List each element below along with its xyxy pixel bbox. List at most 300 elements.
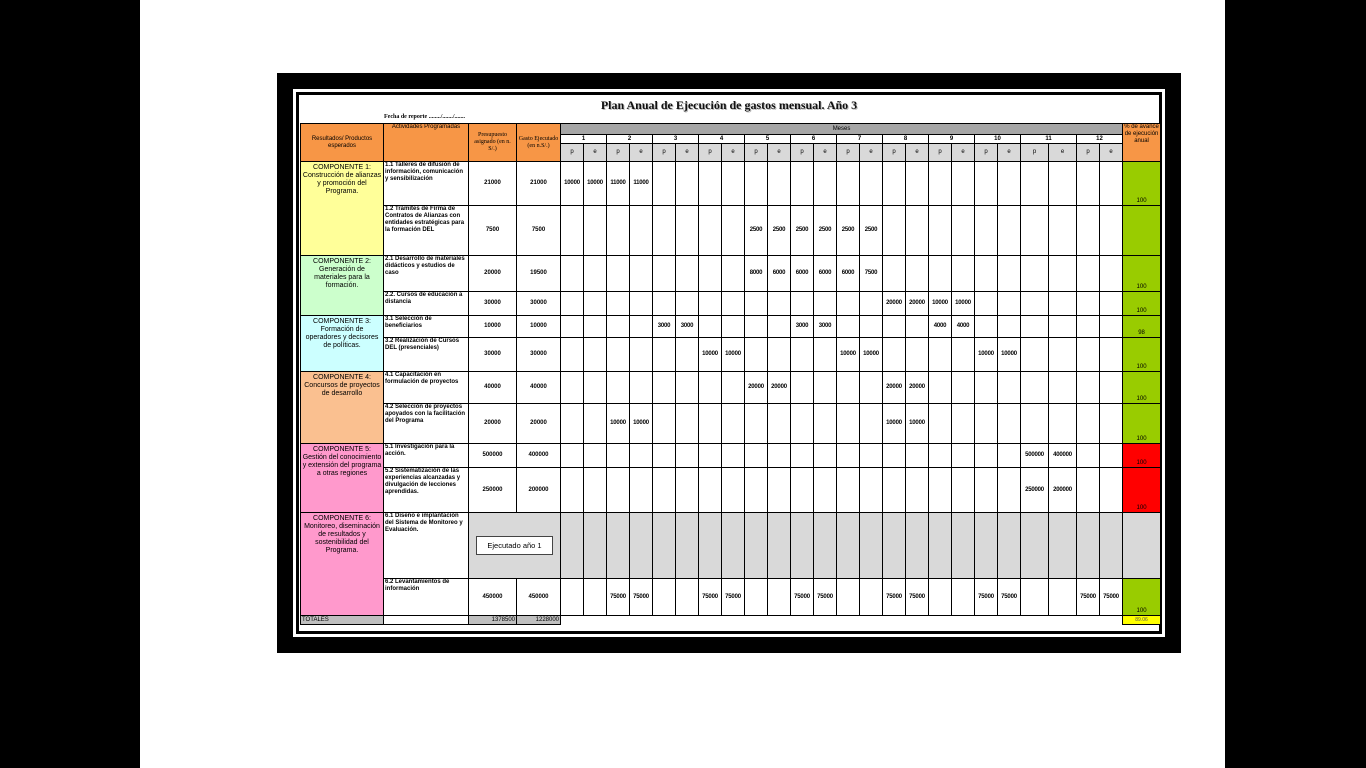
month-value xyxy=(768,444,791,468)
month-cell xyxy=(722,513,745,579)
month-value xyxy=(676,444,699,468)
budget-cell: 40000 xyxy=(469,372,517,404)
progress-cell: 100 xyxy=(1123,404,1161,444)
month-value xyxy=(1021,579,1049,616)
spent-cell: 400000 xyxy=(517,444,561,468)
month-value xyxy=(607,316,630,338)
month-value xyxy=(584,206,607,256)
progress-cell: 100 xyxy=(1123,292,1161,316)
spent-cell: 19500 xyxy=(517,256,561,292)
budget-cell: 10000 xyxy=(469,316,517,338)
month-value xyxy=(1077,468,1100,513)
table-row xyxy=(301,513,1161,579)
month-value xyxy=(837,162,860,206)
month-value xyxy=(584,444,607,468)
activity-label: 4.1 Capacitación en formulación de proyectos xyxy=(384,372,469,404)
table-row xyxy=(301,404,1161,444)
month-value: 200000 xyxy=(1049,468,1077,513)
month-value xyxy=(998,444,1021,468)
month-value xyxy=(745,162,768,206)
month-value: 10000 xyxy=(883,404,906,444)
month-value xyxy=(699,162,722,206)
month-value xyxy=(975,292,998,316)
budget-cell: 30000 xyxy=(469,292,517,316)
table-row xyxy=(301,162,1161,206)
month-value: 10000 xyxy=(929,292,952,316)
month-cell xyxy=(630,513,653,579)
budget-cell: 30000 xyxy=(469,338,517,372)
month-value xyxy=(998,206,1021,256)
month-cell xyxy=(653,513,676,579)
month-cell xyxy=(699,513,722,579)
month-value xyxy=(653,444,676,468)
month-value xyxy=(929,404,952,444)
month-value: 3000 xyxy=(653,316,676,338)
header-avance: % de avance de ejecución anual xyxy=(1123,124,1161,162)
month-value: 75000 xyxy=(883,579,906,616)
month-value xyxy=(699,292,722,316)
month-value: 10000 xyxy=(607,404,630,444)
budget-table xyxy=(300,123,1161,625)
month-value: 10000 xyxy=(699,338,722,372)
spent-cell: 7500 xyxy=(517,206,561,256)
month-value xyxy=(860,292,883,316)
month-value: 20000 xyxy=(768,372,791,404)
month-value xyxy=(975,444,998,468)
month-value xyxy=(1100,256,1123,292)
month-value xyxy=(1100,372,1123,404)
month-value: 10000 xyxy=(630,404,653,444)
month-value xyxy=(975,372,998,404)
month-value xyxy=(791,404,814,444)
month-value: 500000 xyxy=(1021,444,1049,468)
month-value xyxy=(561,579,584,616)
month-value: 10000 xyxy=(837,338,860,372)
month-value xyxy=(975,404,998,444)
month-value xyxy=(998,162,1021,206)
month-value: 10000 xyxy=(722,338,745,372)
sub-header-e: e xyxy=(630,144,653,162)
month-value xyxy=(1049,162,1077,206)
month-value: 10000 xyxy=(906,404,929,444)
executed-year-1-label: Ejecutado año 1 xyxy=(476,536,552,555)
progress-cell: 100 xyxy=(1123,444,1161,468)
month-header: 2 xyxy=(607,135,653,144)
month-value xyxy=(653,468,676,513)
activity-label: 4.2 Selección de proyectos apoyados con la facilitación del Programa xyxy=(384,404,469,444)
month-value xyxy=(906,316,929,338)
month-value xyxy=(1077,292,1100,316)
month-value xyxy=(975,256,998,292)
month-value xyxy=(814,162,837,206)
month-value xyxy=(561,316,584,338)
month-value xyxy=(1021,206,1049,256)
progress-cell: 100 xyxy=(1123,468,1161,513)
table-row xyxy=(301,444,1161,468)
month-value xyxy=(1049,579,1077,616)
month-header: 3 xyxy=(653,135,699,144)
month-value xyxy=(1100,292,1123,316)
month-value: 7500 xyxy=(860,256,883,292)
month-value xyxy=(906,444,929,468)
month-header: 12 xyxy=(1077,135,1123,144)
month-value: 75000 xyxy=(722,579,745,616)
month-value xyxy=(699,404,722,444)
month-value xyxy=(1049,316,1077,338)
progress-cell: 100 xyxy=(1123,338,1161,372)
month-value: 10000 xyxy=(975,338,998,372)
month-value: 3000 xyxy=(814,316,837,338)
month-cell xyxy=(883,513,906,579)
spent-cell: 450000 xyxy=(517,579,561,616)
month-cell xyxy=(860,513,883,579)
totals-pct: 89.06 xyxy=(1123,616,1161,625)
month-value xyxy=(1077,316,1100,338)
month-value xyxy=(860,404,883,444)
progress-cell: 100 xyxy=(1123,579,1161,616)
month-value: 8000 xyxy=(745,256,768,292)
month-value xyxy=(722,206,745,256)
month-value: 10000 xyxy=(998,338,1021,372)
sub-header-p: p xyxy=(883,144,906,162)
progress-cell xyxy=(1123,206,1161,256)
month-value xyxy=(676,468,699,513)
month-value xyxy=(561,292,584,316)
month-value xyxy=(814,468,837,513)
month-value xyxy=(906,256,929,292)
month-value xyxy=(1100,404,1123,444)
month-value xyxy=(998,468,1021,513)
month-value xyxy=(630,206,653,256)
month-value xyxy=(722,404,745,444)
month-value xyxy=(952,206,975,256)
month-value xyxy=(906,162,929,206)
month-value xyxy=(791,372,814,404)
month-value xyxy=(883,256,906,292)
month-value: 4000 xyxy=(952,316,975,338)
month-value xyxy=(653,404,676,444)
month-value xyxy=(791,338,814,372)
totals-months-blank xyxy=(561,616,1123,625)
executed-cell xyxy=(469,513,561,579)
month-value xyxy=(883,468,906,513)
activity-label: 1.2 Trámites de Firma de Contratos de Alianzas con entidades estratégicas para la formación DEL xyxy=(384,206,469,256)
totals-budget: 1378500 xyxy=(469,616,517,625)
component-label: COMPONENTE 6: Monitoreo, diseminación de resultados y sostenibilidad del Programa. xyxy=(301,513,384,616)
month-value xyxy=(561,206,584,256)
month-value xyxy=(1021,162,1049,206)
month-value xyxy=(791,468,814,513)
month-value xyxy=(676,162,699,206)
sub-header-p: p xyxy=(837,144,860,162)
activity-label: 2.2. Cursos de educación a distancia xyxy=(384,292,469,316)
month-value xyxy=(699,444,722,468)
progress-cell: 100 xyxy=(1123,256,1161,292)
month-value xyxy=(998,256,1021,292)
activity-label: 5.2 Sistematización de las experiencias alcanzadas y divulgación de lecciones aprendidas. xyxy=(384,468,469,513)
budget-cell: 450000 xyxy=(469,579,517,616)
month-value xyxy=(1100,206,1123,256)
month-value xyxy=(722,162,745,206)
month-value: 20000 xyxy=(745,372,768,404)
month-value xyxy=(1021,338,1049,372)
month-value xyxy=(561,256,584,292)
month-value: 250000 xyxy=(1021,468,1049,513)
totals-spent: 1228000 xyxy=(517,616,561,625)
month-value xyxy=(630,292,653,316)
month-value xyxy=(630,468,653,513)
month-value xyxy=(561,372,584,404)
report-date-label: Fecha de reporte ......../......./....... xyxy=(384,114,466,120)
month-header: 4 xyxy=(699,135,745,144)
month-value xyxy=(1021,404,1049,444)
month-value xyxy=(929,162,952,206)
month-value xyxy=(952,372,975,404)
sub-header-p: p xyxy=(607,144,630,162)
month-cell xyxy=(676,513,699,579)
month-value xyxy=(768,162,791,206)
month-value xyxy=(699,316,722,338)
budget-cell: 250000 xyxy=(469,468,517,513)
month-value: 11000 xyxy=(607,162,630,206)
month-value xyxy=(745,316,768,338)
month-value xyxy=(607,338,630,372)
month-value xyxy=(1049,292,1077,316)
month-value xyxy=(584,316,607,338)
month-value xyxy=(952,256,975,292)
month-value xyxy=(561,338,584,372)
month-value xyxy=(745,338,768,372)
month-value xyxy=(630,256,653,292)
month-header: 10 xyxy=(975,135,1021,144)
month-value: 75000 xyxy=(699,579,722,616)
month-value xyxy=(653,292,676,316)
table-row xyxy=(301,338,1161,372)
activity-label: 5.1 Investigación para la acción. xyxy=(384,444,469,468)
activity-label: 3.2 Realización de Cursos DEL (presenciales) xyxy=(384,338,469,372)
month-header: 9 xyxy=(929,135,975,144)
month-value xyxy=(1077,162,1100,206)
month-value xyxy=(584,292,607,316)
month-value xyxy=(837,316,860,338)
month-value xyxy=(768,338,791,372)
month-cell xyxy=(584,513,607,579)
month-value xyxy=(883,316,906,338)
month-value xyxy=(630,338,653,372)
month-value xyxy=(837,292,860,316)
month-value: 75000 xyxy=(1077,579,1100,616)
month-value xyxy=(653,256,676,292)
month-value xyxy=(1077,404,1100,444)
month-value xyxy=(561,444,584,468)
month-value: 10000 xyxy=(860,338,883,372)
month-value xyxy=(584,256,607,292)
sub-header-e: e xyxy=(906,144,929,162)
month-value xyxy=(1100,444,1123,468)
month-value xyxy=(883,162,906,206)
month-value: 2500 xyxy=(745,206,768,256)
progress-cell: 100 xyxy=(1123,162,1161,206)
month-value: 6000 xyxy=(768,256,791,292)
month-value: 6000 xyxy=(837,256,860,292)
month-value xyxy=(929,579,952,616)
month-value xyxy=(1077,206,1100,256)
month-value xyxy=(607,468,630,513)
month-value xyxy=(998,404,1021,444)
month-header: 8 xyxy=(883,135,929,144)
month-value xyxy=(768,404,791,444)
month-value xyxy=(814,292,837,316)
month-cell xyxy=(814,513,837,579)
month-value xyxy=(906,206,929,256)
month-value xyxy=(906,338,929,372)
month-value xyxy=(745,292,768,316)
month-value xyxy=(768,292,791,316)
totals-blank xyxy=(384,616,469,625)
sub-header-p: p xyxy=(929,144,952,162)
month-value xyxy=(860,316,883,338)
sub-header-e: e xyxy=(768,144,791,162)
month-value xyxy=(630,316,653,338)
month-value xyxy=(676,579,699,616)
month-cell xyxy=(768,513,791,579)
budget-cell: 20000 xyxy=(469,404,517,444)
month-value xyxy=(607,444,630,468)
month-value: 75000 xyxy=(998,579,1021,616)
month-value xyxy=(883,444,906,468)
month-cell xyxy=(929,513,952,579)
sub-header-p: p xyxy=(1021,144,1049,162)
sub-header-p: p xyxy=(745,144,768,162)
component-label: COMPONENTE 1: Construcción de alianzas y promoción del Programa. xyxy=(301,162,384,256)
month-value xyxy=(814,338,837,372)
month-value xyxy=(952,338,975,372)
budget-cell: 20000 xyxy=(469,256,517,292)
sub-header-e: e xyxy=(722,144,745,162)
month-value xyxy=(676,372,699,404)
month-value xyxy=(561,468,584,513)
month-cell xyxy=(607,513,630,579)
month-value xyxy=(676,404,699,444)
month-value xyxy=(584,338,607,372)
month-value xyxy=(860,579,883,616)
month-header: 7 xyxy=(837,135,883,144)
sub-header-e: e xyxy=(584,144,607,162)
sub-header-e: e xyxy=(860,144,883,162)
month-value: 2500 xyxy=(768,206,791,256)
month-value xyxy=(607,292,630,316)
month-value: 20000 xyxy=(906,292,929,316)
sub-header-e: e xyxy=(998,144,1021,162)
month-value: 3000 xyxy=(676,316,699,338)
month-value xyxy=(883,338,906,372)
month-cell xyxy=(561,513,584,579)
header-actividades: Actividades Programadas xyxy=(384,124,469,162)
month-value: 75000 xyxy=(630,579,653,616)
month-header: 1 xyxy=(561,135,607,144)
month-value xyxy=(676,256,699,292)
month-cell xyxy=(975,513,998,579)
month-value xyxy=(837,468,860,513)
month-value: 20000 xyxy=(883,372,906,404)
month-value xyxy=(998,316,1021,338)
month-value xyxy=(653,372,676,404)
month-value xyxy=(745,404,768,444)
month-value xyxy=(653,206,676,256)
month-value: 6000 xyxy=(791,256,814,292)
month-value xyxy=(699,256,722,292)
sub-header-e: e xyxy=(676,144,699,162)
month-value xyxy=(1100,468,1123,513)
month-value xyxy=(768,316,791,338)
month-value: 3000 xyxy=(791,316,814,338)
month-value xyxy=(952,404,975,444)
header-presupuesto: Presupuesto asignado (en n. S/.) xyxy=(469,124,517,162)
month-value xyxy=(1049,404,1077,444)
month-value xyxy=(998,372,1021,404)
month-value xyxy=(1077,444,1100,468)
month-value xyxy=(929,372,952,404)
month-value xyxy=(1021,372,1049,404)
month-value xyxy=(814,404,837,444)
month-header: 5 xyxy=(745,135,791,144)
month-value: 75000 xyxy=(906,579,929,616)
budget-cell: 21000 xyxy=(469,162,517,206)
sub-header-e: e xyxy=(952,144,975,162)
header-gasto: Gasto Ejecutado (en n.S/.) xyxy=(517,124,561,162)
month-value xyxy=(975,206,998,256)
month-value xyxy=(722,256,745,292)
month-cell xyxy=(745,513,768,579)
month-value xyxy=(584,372,607,404)
month-value xyxy=(998,292,1021,316)
totals-label: TOTALES xyxy=(301,616,384,625)
sub-header-p: p xyxy=(699,144,722,162)
component-label: COMPONENTE 3: Formación de operadores y decisores de políticas. xyxy=(301,316,384,372)
spent-cell: 30000 xyxy=(517,292,561,316)
month-cell xyxy=(837,513,860,579)
month-value xyxy=(952,468,975,513)
month-value xyxy=(607,372,630,404)
activity-label: 3.1 Selección de beneficiarios xyxy=(384,316,469,338)
table-row xyxy=(301,316,1161,338)
month-value xyxy=(1021,256,1049,292)
month-value xyxy=(837,404,860,444)
month-value: 10000 xyxy=(584,162,607,206)
table-row xyxy=(301,579,1161,616)
month-value xyxy=(1100,162,1123,206)
month-cell xyxy=(906,513,929,579)
spent-cell: 30000 xyxy=(517,338,561,372)
month-value xyxy=(791,444,814,468)
month-value xyxy=(929,338,952,372)
month-value xyxy=(929,256,952,292)
month-value xyxy=(745,579,768,616)
sub-header-e: e xyxy=(814,144,837,162)
month-value: 20000 xyxy=(883,292,906,316)
month-value xyxy=(929,444,952,468)
month-value: 6000 xyxy=(814,256,837,292)
month-value xyxy=(699,206,722,256)
month-cell xyxy=(952,513,975,579)
month-value xyxy=(722,292,745,316)
month-value: 75000 xyxy=(791,579,814,616)
month-value xyxy=(952,162,975,206)
month-value xyxy=(975,468,998,513)
month-value xyxy=(906,468,929,513)
month-value xyxy=(607,206,630,256)
month-value xyxy=(1077,338,1100,372)
